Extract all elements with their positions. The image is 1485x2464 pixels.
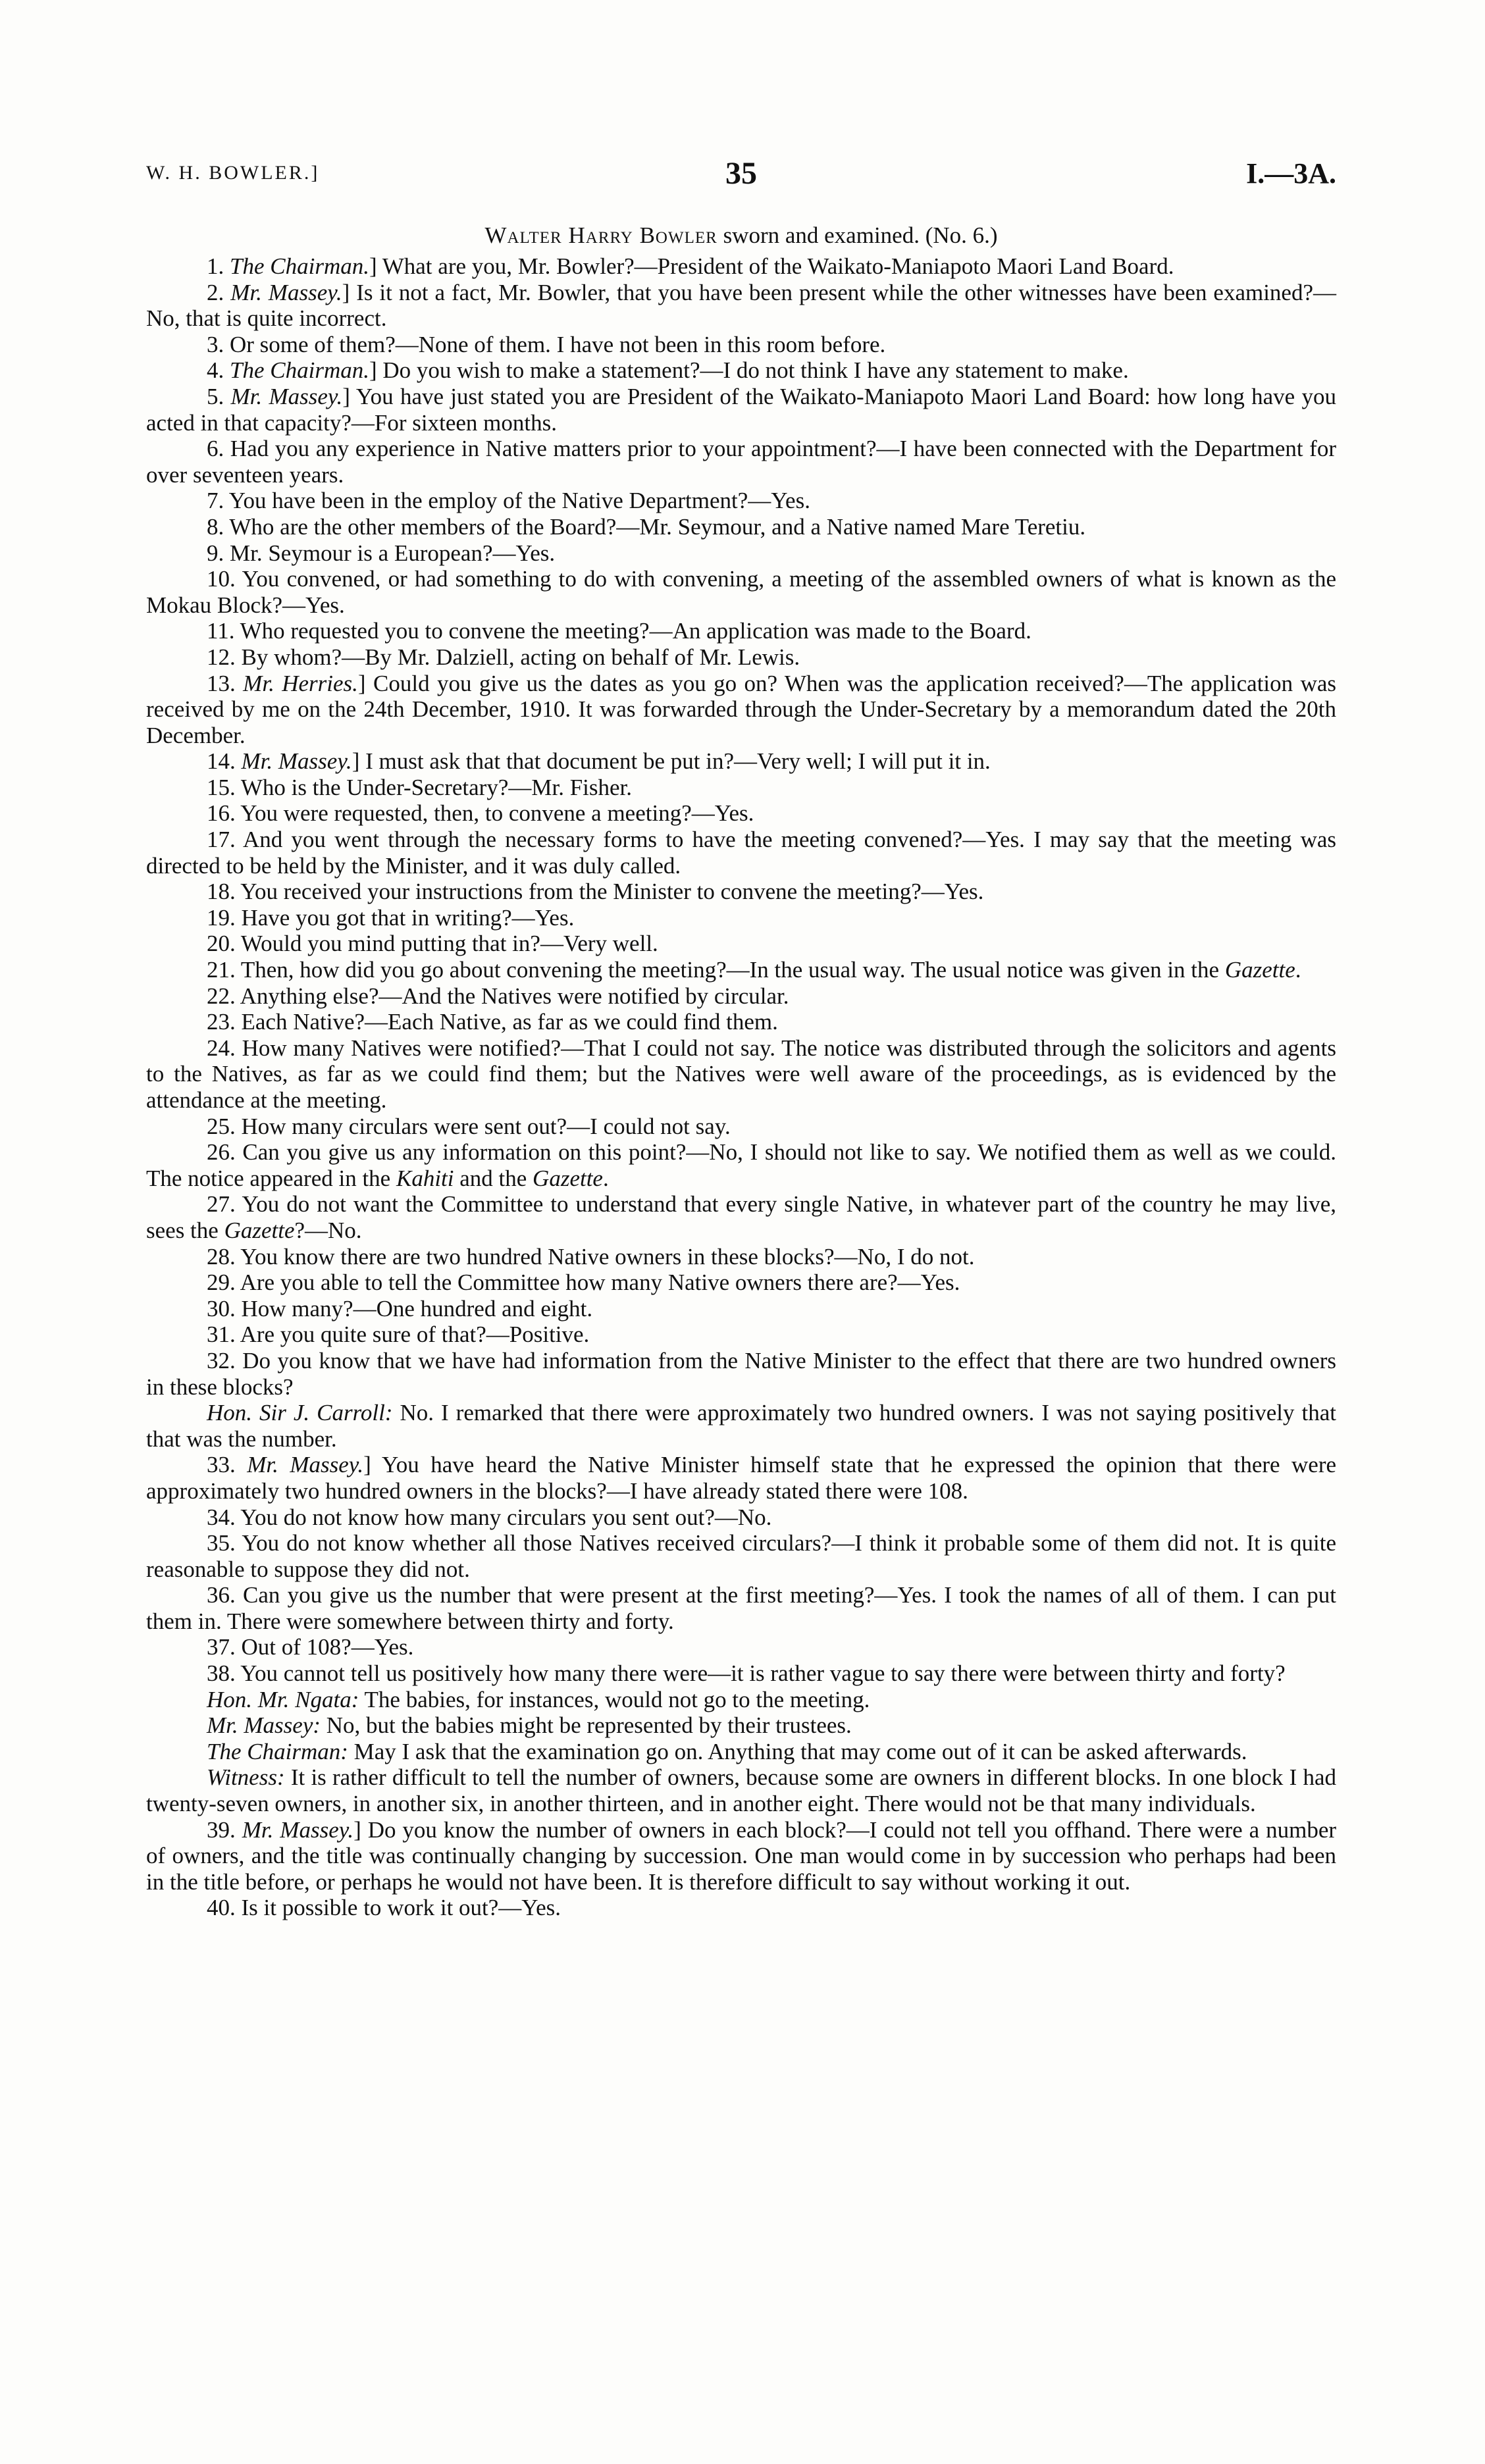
testimony-paragraph — [146, 1114, 1336, 1140]
publication-name: Gazette — [224, 1217, 295, 1243]
question-number: 8. — [207, 513, 224, 540]
question-number: 1. — [207, 253, 224, 279]
testimony-paragraph — [146, 1348, 1336, 1400]
testimony-text: How many Natives were notified?—That I could not say. The notice was distributed through the solicitors and agents to the Natives, as far as we could find them; but the Natives were well aware of the proceedings, as is evidenced by the attendance at the meeting. — [146, 1035, 1336, 1113]
question-number: 38. — [207, 1660, 236, 1687]
question-number: 9. — [207, 540, 224, 566]
speaker-name: Mr. Massey. — [230, 279, 342, 305]
testimony-text: No, but the babies might be represented by their trustees. — [321, 1712, 852, 1739]
testimony-text: Had you any experience in Native matters prior to your appointment?—I have been connected with the Department for over seventeen years. — [146, 436, 1336, 488]
question-number: 16. — [207, 800, 236, 827]
speaker-name: Mr. Massey: — [207, 1712, 321, 1739]
testimony-text: Then, how did you go about convening the meeting?—In the usual way. The usual notice was given in the Gazette. — [240, 957, 1301, 983]
testimony-text: ] Could you give us the dates as you go on? When was the application received?—The application was received by me on the 24th December, 1910. It was forwarded through the Under-Secretary by a memorandum dated the 20th December. — [146, 670, 1337, 748]
testimony-paragraph — [146, 280, 1336, 332]
testimony-paragraph — [146, 1270, 1336, 1296]
speaker-name: Mr. Massey. — [242, 1816, 354, 1843]
testimony-text: Are you able to tell the Committee how many Native owners there are?—Yes. — [240, 1270, 960, 1296]
question-number: 31. — [207, 1322, 236, 1348]
testimony-text: You have been in the employ of the Native Department?—Yes. — [228, 488, 810, 514]
testimony-paragraph — [146, 1322, 1336, 1348]
testimony-paragraph — [146, 436, 1336, 488]
question-number: 40. — [207, 1895, 236, 1921]
testimony-text: Would you mind putting that in?—Very well. — [240, 931, 658, 957]
question-number: 36. — [207, 1582, 236, 1608]
testimony-paragraph — [146, 1244, 1336, 1270]
question-number: 14. — [207, 748, 236, 775]
testimony-paragraph — [146, 514, 1336, 540]
question-number: 12. — [207, 644, 236, 670]
question-number: 29. — [207, 1270, 236, 1296]
testimony-paragraph — [146, 800, 1336, 827]
testimony-paragraph — [146, 827, 1336, 879]
question-number: 13. — [207, 670, 236, 696]
testimony-paragraph — [146, 1660, 1336, 1687]
testimony-paragraph — [146, 1582, 1336, 1634]
testimony-text: ] What are you, Mr. Bowler?—President of the Waikato-Maniapoto Maori Land Board. — [369, 253, 1174, 279]
question-number: 15. — [207, 774, 236, 800]
question-number: 33. — [207, 1452, 236, 1478]
witness-running-head: W. H. BOWLER.] — [146, 162, 320, 184]
speaker-name: Mr. Massey. — [230, 383, 343, 409]
question-number: 11. — [207, 618, 235, 644]
testimony-text: How many?—One hundred and eight. — [241, 1295, 593, 1322]
testimony-text: Each Native?—Each Native, as far as we could find them. — [241, 1009, 778, 1035]
testimony-paragraph — [146, 540, 1336, 567]
testimony-paragraph — [146, 905, 1336, 931]
testimony-text: Or some of them?—None of them. I have not been in this room before. — [230, 331, 886, 357]
question-number: 30. — [207, 1295, 236, 1322]
testimony-paragraph — [146, 1895, 1336, 1921]
testimony-paragraph — [146, 1817, 1336, 1895]
testimony-paragraph — [146, 671, 1336, 749]
testimony-text: You do not know how many circulars you sent out?—No. — [240, 1504, 772, 1530]
testimony-paragraph — [146, 931, 1336, 957]
question-number: 10. — [207, 566, 236, 592]
testimony-paragraph — [146, 879, 1336, 905]
publication-name: Kahiti — [396, 1165, 454, 1191]
testimony-paragraph — [146, 1009, 1336, 1035]
speaker-name: Mr. Massey. — [247, 1452, 364, 1478]
testimony-paragraph — [146, 332, 1336, 358]
testimony-text: No. I remarked that there were approximately two hundred owners. I was not saying positively that that was the number. — [146, 1400, 1336, 1452]
question-number: 26. — [207, 1139, 236, 1166]
publication-name: Gazette — [1224, 957, 1295, 983]
question-number: 35. — [207, 1530, 236, 1556]
testimony-text: Who are the other members of the Board?—Mr. Seymour, and a Native named Mare Teretiu. — [229, 513, 1086, 540]
question-number: 7. — [207, 488, 224, 514]
testimony-paragraph — [146, 253, 1336, 280]
testimony-text: You do not know whether all those Natives received circulars?—I think it probable some of them did not. It is quite reasonable to suppose they did not. — [146, 1530, 1337, 1582]
question-number: 20. — [207, 931, 236, 957]
question-number: 23. — [207, 1009, 236, 1035]
speaker-name: Hon. Mr. Ngata: — [207, 1686, 359, 1712]
testimony-text: Who requested you to convene the meeting?—An application was made to the Board. — [240, 618, 1031, 644]
testimony-text: Do you know that we have had information from the Native Minister to the effect that there are two hundred owners in these blocks? — [146, 1347, 1337, 1400]
testimony-text: Anything else?—And the Natives were notified by circular. — [240, 983, 789, 1009]
speaker-name: Mr. Massey. — [241, 748, 352, 775]
question-number: 22. — [207, 983, 236, 1009]
testimony-text: ] You have heard the Native Minister himself state that he expressed the opinion that there were approximately two hundred owners in the blocks?—I have already stated there were 108. — [146, 1452, 1337, 1504]
question-number: 4. — [207, 357, 224, 384]
testimony-paragraph — [146, 1739, 1336, 1765]
testimony-text: Is it possible to work it out?—Yes. — [241, 1895, 561, 1921]
testimony-paragraph — [146, 1400, 1336, 1452]
testimony-paragraph — [146, 566, 1336, 618]
testimony-paragraph — [146, 1712, 1336, 1739]
testimony-paragraph — [146, 1634, 1336, 1660]
question-number: 28. — [207, 1243, 236, 1270]
testimony-text: How many circulars were sent out?—I could not say. — [241, 1113, 731, 1139]
page-header — [146, 158, 1336, 204]
testimony-paragraph — [146, 1452, 1336, 1504]
question-number: 5. — [207, 383, 224, 409]
title-rest: sworn and examined. (No. 6.) — [717, 222, 998, 248]
testimony-paragraph — [146, 1530, 1336, 1582]
examination-body — [146, 253, 1336, 1921]
testimony-text: You cannot tell us positively how many there were—it is rather vague to say there were between thirty and forty? — [240, 1660, 1286, 1687]
testimony-paragraph — [146, 357, 1336, 384]
testimony-text: ] You have just stated you are President of the Waikato-Maniapoto Maori Land Board: how long have you acted in that capacity?—For sixteen months. — [146, 383, 1336, 436]
testimony-paragraph — [146, 488, 1336, 514]
testimony-paragraph — [146, 1191, 1336, 1243]
testimony-text: And you went through the necessary forms to have the meeting convened?—Yes. I may say that the meeting was directed to be held by the Minister, and it was duly called. — [146, 827, 1337, 879]
testimony-text: Can you give us any information on this point?—No, I should not like to say. We notified them as well as we could. The notice appeared in the Kahiti and the Gazette. — [146, 1139, 1337, 1191]
testimony-paragraph — [146, 983, 1336, 1010]
testimony-text: You received your instructions from the Minister to convene the meeting?—Yes. — [240, 879, 984, 905]
testimony-text: Who is the Under-Secretary?—Mr. Fisher. — [240, 774, 633, 800]
testimony-text: You know there are two hundred Native owners in these blocks?—No, I do not. — [240, 1243, 975, 1270]
testimony-text: You do not want the Committee to understand that every single Native, in whatever part of the country he may live, sees the Gazette?—No. — [146, 1191, 1336, 1243]
question-number: 39. — [207, 1816, 236, 1843]
question-number: 3. — [207, 331, 224, 357]
testimony-paragraph — [146, 384, 1336, 436]
testimony-paragraph — [146, 1296, 1336, 1322]
testimony-paragraph — [146, 1139, 1336, 1191]
testimony-paragraph — [146, 644, 1336, 671]
question-number: 32. — [207, 1347, 236, 1373]
testimony-paragraph — [146, 748, 1336, 775]
testimony-text: Mr. Seymour is a European?—Yes. — [230, 540, 556, 566]
speaker-name: The Chairman: — [207, 1738, 348, 1764]
testimony-paragraph — [146, 1687, 1336, 1713]
speaker-name: Mr. Herries. — [243, 670, 358, 696]
testimony-paragraph — [146, 618, 1336, 644]
testimony-text: You convened, or had something to do with convening, a meeting of the assembled owners of what is known as the Mokau Block?—Yes. — [146, 566, 1336, 618]
speaker-name: Hon. Sir J. Carroll: — [207, 1400, 393, 1426]
testimony-text: Have you got that in writing?—Yes. — [241, 904, 575, 931]
witness-name: Walter Harry Bowler — [484, 222, 717, 248]
testimony-text: Can you give us the number that were present at the first meeting?—Yes. I took the names of all of them. I can put them in. There were somewhere between thirty and forty. — [146, 1582, 1336, 1634]
testimony-paragraph — [146, 957, 1336, 983]
testimony-paragraph — [146, 1504, 1336, 1531]
testimony-text: Out of 108?—Yes. — [241, 1634, 414, 1660]
question-number: 24. — [207, 1035, 236, 1061]
testimony-text: You were requested, then, to convene a meeting?—Yes. — [240, 800, 754, 827]
speaker-name: The Chairman. — [230, 253, 369, 279]
testimony-text: ] Do you know the number of owners in each block?—I could not tell you offhand. There were a number of owners, and the title was continually changing by succession. One man would come in by succession who perhaps had been in the title before, or perhaps he would not have been. It is therefore difficult to say without working it out. — [146, 1816, 1337, 1895]
testimony-paragraph — [146, 1764, 1336, 1816]
testimony-paragraph — [146, 775, 1336, 801]
speaker-name: The Chairman. — [230, 357, 369, 384]
question-number: 25. — [207, 1113, 236, 1139]
testimony-text: Are you quite sure of that?—Positive. — [240, 1322, 590, 1348]
question-number: 18. — [207, 879, 236, 905]
question-number: 2. — [207, 279, 224, 305]
question-number: 17. — [207, 827, 236, 853]
testimony-paragraph — [146, 1035, 1336, 1114]
question-number: 19. — [207, 904, 236, 931]
testimony-text: By whom?—By Mr. Dalziell, acting on behalf of Mr. Lewis. — [241, 644, 800, 670]
question-number: 21. — [207, 957, 236, 983]
question-number: 37. — [207, 1634, 236, 1660]
testimony-text: ] Do you wish to make a statement?—I do not think I have any statement to make. — [369, 357, 1129, 384]
testimony-text: ] I must ask that that document be put in?—Very well; I will put it in. — [352, 748, 991, 775]
question-number: 34. — [207, 1504, 236, 1530]
testimony-text: It is rather difficult to tell the number of owners, because some are owners in different blocks. In one block I had twenty-seven owners, in another six, in another thirteen, and in another eight. There would not be that many individuals. — [146, 1764, 1336, 1817]
document-reference: I.—3A. — [1246, 157, 1336, 190]
speaker-name: Witness: — [207, 1764, 285, 1791]
publication-name: Gazette — [533, 1165, 603, 1191]
page-number: 35 — [725, 156, 757, 191]
question-number: 6. — [207, 436, 224, 462]
question-number: 27. — [207, 1191, 236, 1218]
testimony-text: ] Is it not a fact, Mr. Bowler, that you have been present while the other witnesses have been examined?—No, that is quite incorrect. — [146, 279, 1336, 332]
testimony-text: May I ask that the examination go on. Anything that may come out of it can be asked afterwards. — [348, 1738, 1247, 1764]
testimony-text: The babies, for instances, would not go to the meeting. — [359, 1686, 870, 1712]
section-title — [146, 222, 1336, 249]
